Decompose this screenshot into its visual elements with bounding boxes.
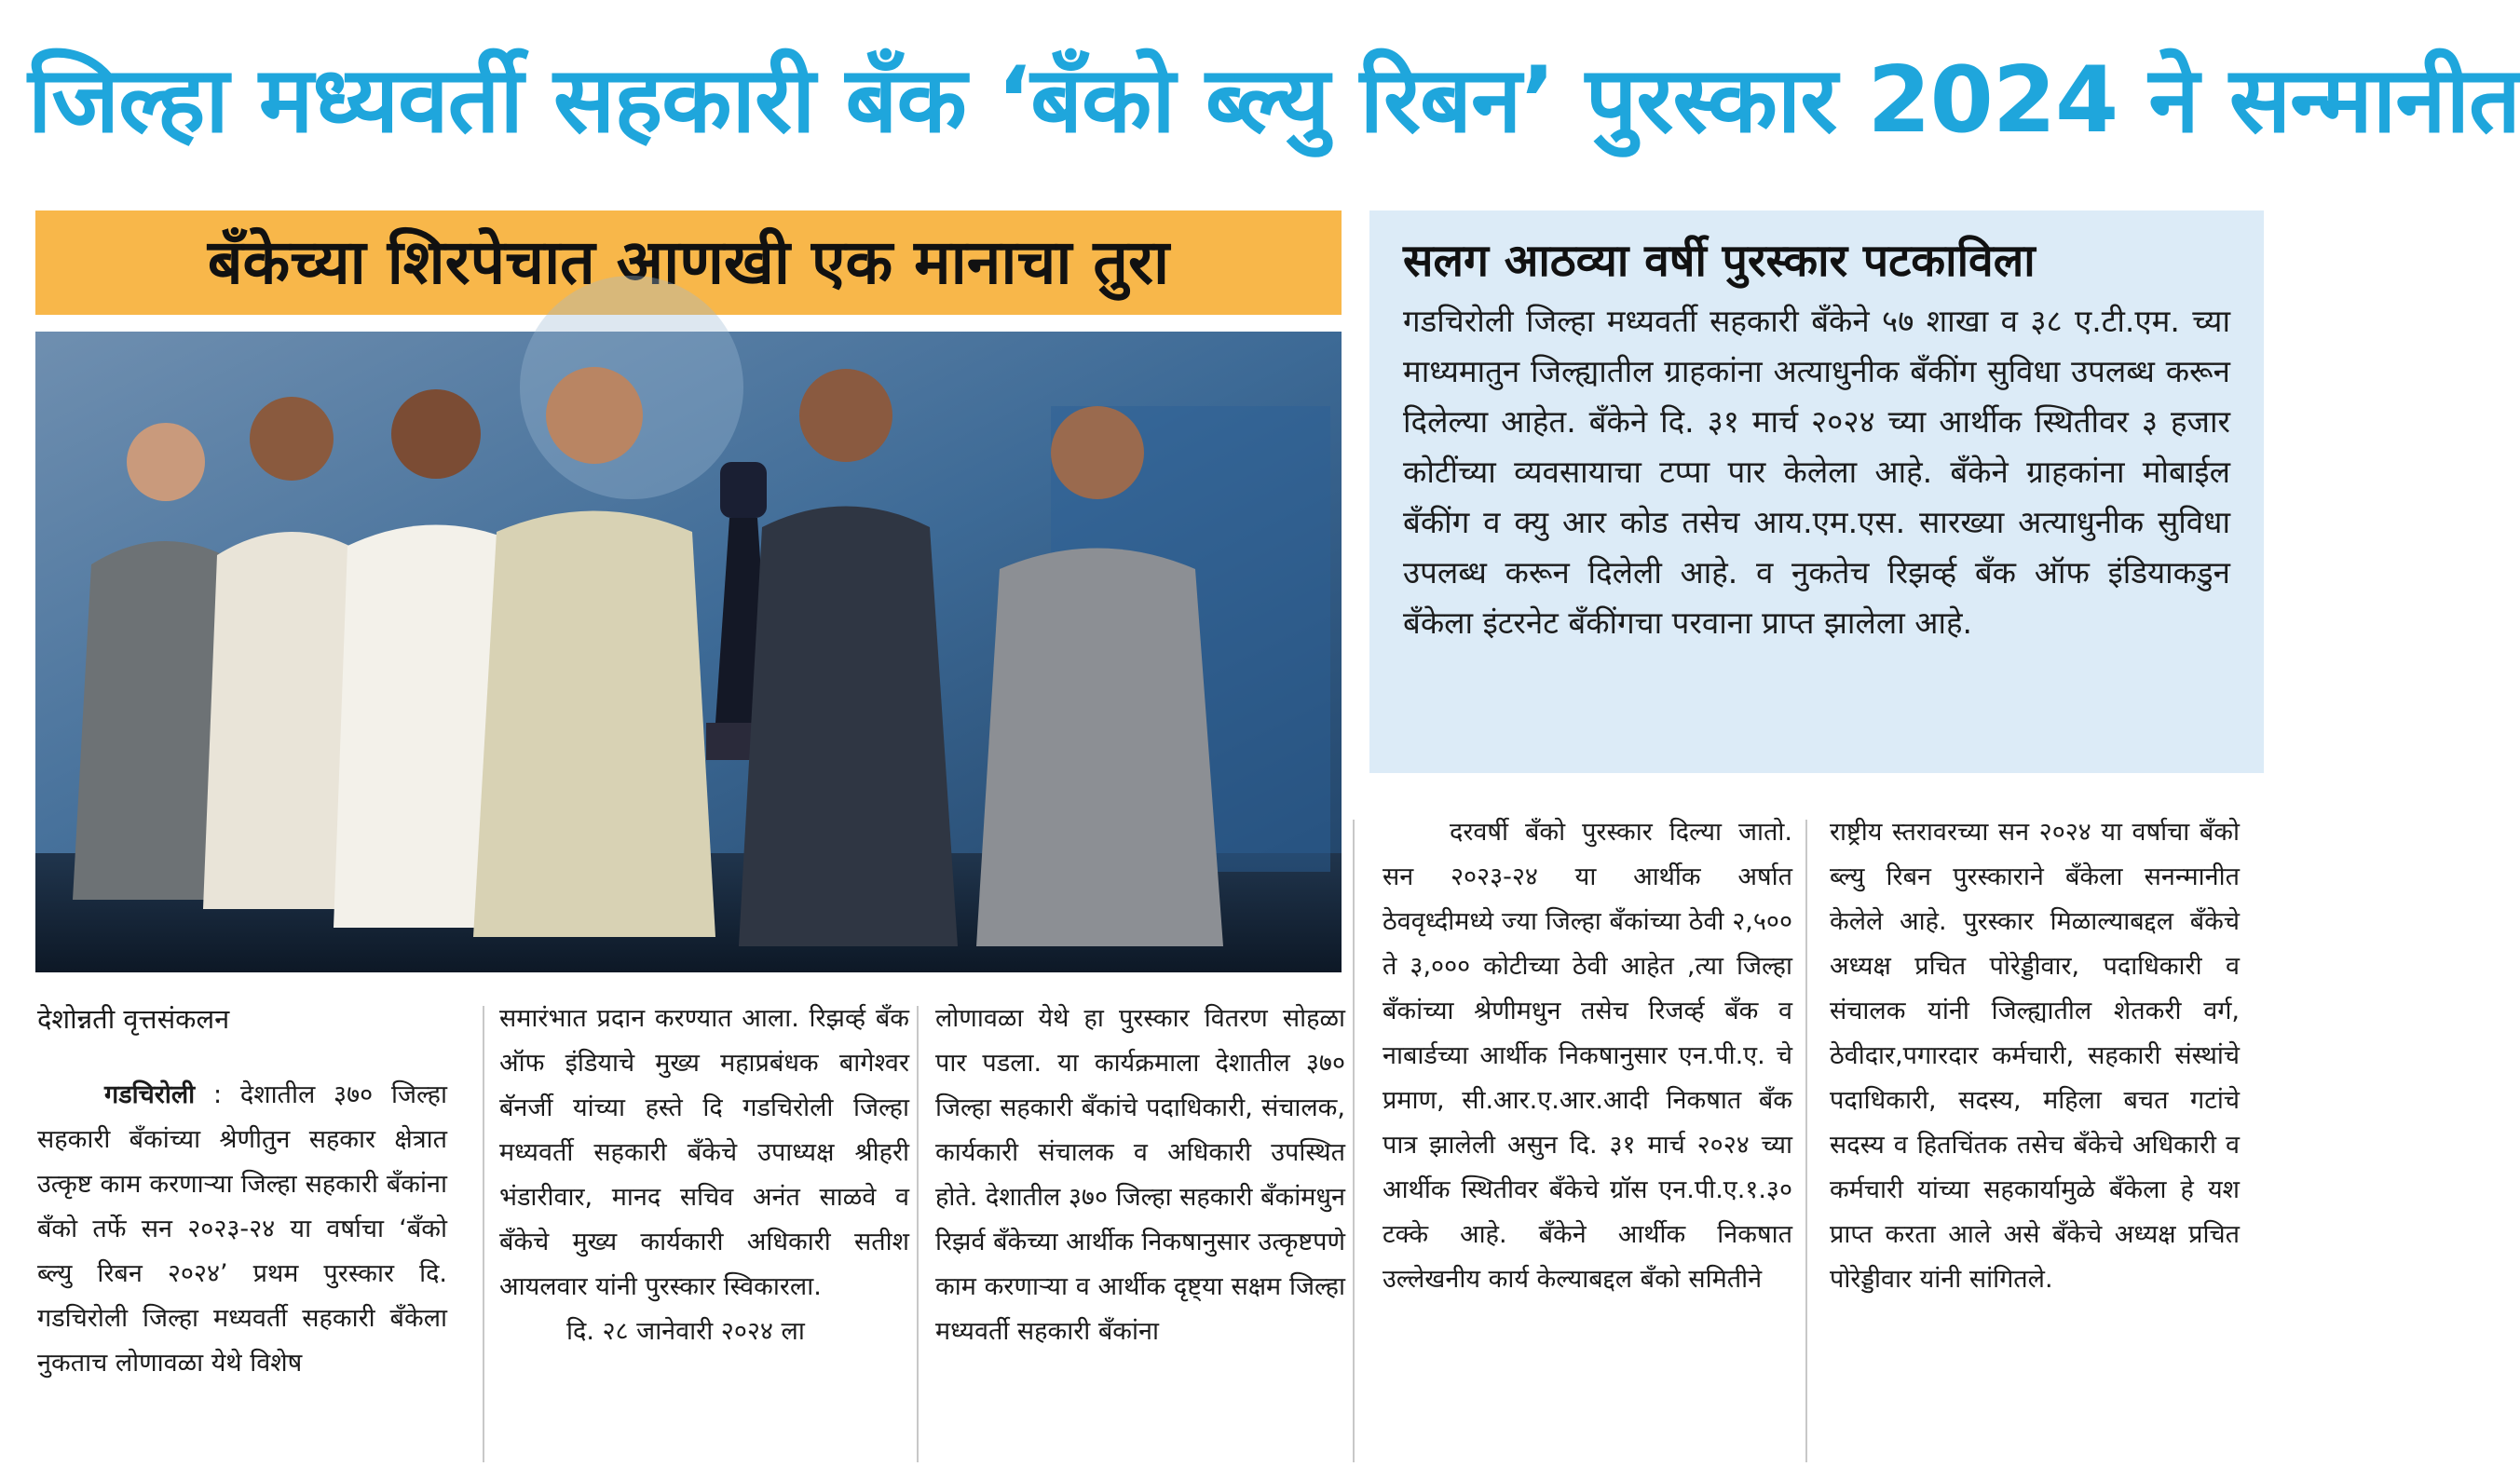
headline: जिल्हा मध्यवर्ती सहकारी बँक ‘बँको ब्ल्यु रिबन’ पुरस्कार 2024 ने सन्मानीत [28,48,2520,154]
article-paragraph: दरवर्षी बँको पुरस्कार दिल्या जातो. सन २०२३-२४ या आर्थीक अर्षात ठेववृध्दीमध्ये ज्या जिल्हा बँकांच्या ठेवी २,५०० ते ३,००० कोटीच्या ठेवी आहेत ,त्या जिल्हा बँकांच्या श्रेणीमधुन तसेच रिजर्व्ह बँक व नाबार्डच्या आर्थीक निकषानुसार एन.पी.ए. चे प्रमाण, सी.आर.ए.आर.आदी निकषात बँक पात्र झालेली असुन दि. ३१ मार्च २०२४ च्या आर्थीक स्थितीवर बँकेचे ग्रॉस एन.पी.ए.१.३० टक्के आहे. बँकेने आर्थीक निकषात उल्लेखनीय कार्य केल्याबद्दल बँको समितीने [1383,818,1792,1294]
article-paragraph: लोणावळा येथे हा पुरस्कार वितरण सोहळा पार पडला. या कार्यक्रमाला देशातील ३७० जिल्हा सहकारी बँकांचे पदाधिकारी, संचालक, कार्यकारी संचालक व अधिकारी उपस्थित होते. देशातील ३७० जिल्हा सहकारी बँकांमधुन रिझर्व बँकेच्या आर्थीक निकषानुसार उत्कृष्टपणे काम करणाऱ्या व आर्थीक दृष्ट्या सक्षम जिल्हा मध्यवर्ती सहकारी बँकांना [935,1004,1345,1346]
article-paragraph: समारंभात प्रदान करण्यात आला. रिझर्व्ह बँक ऑफ इंडियाचे मुख्य महाप्रबंधक बागेश्वर बॅनर्जी यांच्या हस्ते दि गडचिरोली जिल्हा मध्यवर्ती सहकारी बँकेचे उपाध्यक्ष श्रीहरी भंडारीवार, मानद सचिव अनंत साळवे व बँकेचे मुख्य कार्यकारी अधिकारी सतीश आयलवार यांनी पुरस्कार स्विकारला. [499,1004,909,1301]
sidebar-title: सलग आठव्या वर्षी पुरस्कार पटकाविला [1403,235,2036,287]
article-column-2 [499,997,909,1467]
article-column-3 [935,997,1345,1467]
column-divider [1805,820,1807,1462]
article-column-1 [37,997,447,1467]
article-paragraph: राष्ट्रीय स्तरावरच्या सन २०२४ या वर्षाचा बँको ब्ल्यु रिबन पुरस्काराने बँकेला सनन्मानीत केलेले आहे. पुरस्कार मिळाल्याबद्दल बँकेचे अध्यक्ष प्रचित पोरेड्डीवार, पदाधिकारी व संचालक यांनी जिल्ह्यातील शेतकरी वर्ग, ठेवीदार,पगारदार कर्मचारी, सहकारी संस्थांचे पदाधिकारी, सदस्य, महिला बचत गटांचे सदस्य व हितचिंतक तसेच बँकेचे अधिकारी व कर्मचारी यांच्या सहकार्यामुळे बँकेला हे यश प्राप्त करता आले असे बँकेचे अध्यक्ष प्रचित पोरेड्डीवार यांनी सांगितले. [1830,818,2240,1294]
subheadline-banner: बँकेच्या शिरपेचात आणखी एक मानाचा तुरा [35,210,1342,315]
award-photo [35,332,1342,972]
dateline: गडचिरोली [104,1080,196,1109]
column-divider [1353,820,1355,1462]
column-divider [483,1006,484,1462]
column-divider [917,1006,919,1462]
sidebar-box [1369,210,2264,773]
byline: देशोन्नती वृत्तसंकलन [37,1003,230,1035]
sidebar-body: गडचिरोली जिल्हा मध्यवर्ती सहकारी बँकेने ५७ शाखा व ३८ ए.टी.एम. च्या माध्यमातुन जिल्ह्यातील ग्राहकांना अत्याधुनीक बँकींग सुविधा उपलब्ध करून दिलेल्या आहेत. बँकेने दि. ३१ मार्च २०२४ च्या आर्थीक स्थितीवर ३ हजार कोटींच्या व्यवसायाचा टप्पा पार केलेला आहे. बँकेने ग्राहकांना मोबाईल बँकींग व क्यु आर कोड तसेच आय.एम.एस. सारख्या अत्याधुनीक सुविधा उपलब्ध करून दिलेली आहे. व नुकतेच रिझर्व्ह बँक ऑफ इंडियाकडुन बँकेला इंटरनेट बँकींगचा परवाना प्राप्त झालेला आहे. [1403,303,2230,641]
article-column-4 [1383,810,1792,1467]
article-paragraph [37,1073,447,1386]
article-paragraph: दि. २८ जानेवारी २०२४ ला [566,1317,805,1346]
article-text: : देशातील ३७० जिल्हा सहकारी बँकांच्या श्रेणीतुन सहकार क्षेत्रात उत्कृष्ट काम करणाऱ्या जिल्हा सहकारी बँकांना बँको तर्फे सन २०२३-२४ या वर्षाचा ‘बँको ब्ल्यु रिबन २०२४’ प्रथम पुरस्कार दि. गडचिरोली जिल्हा मध्यवर्ती सहकारी बँकेला नुकताच लोणावळा येथे विशेष [37,1080,447,1378]
article-column-5 [1830,810,2240,1467]
